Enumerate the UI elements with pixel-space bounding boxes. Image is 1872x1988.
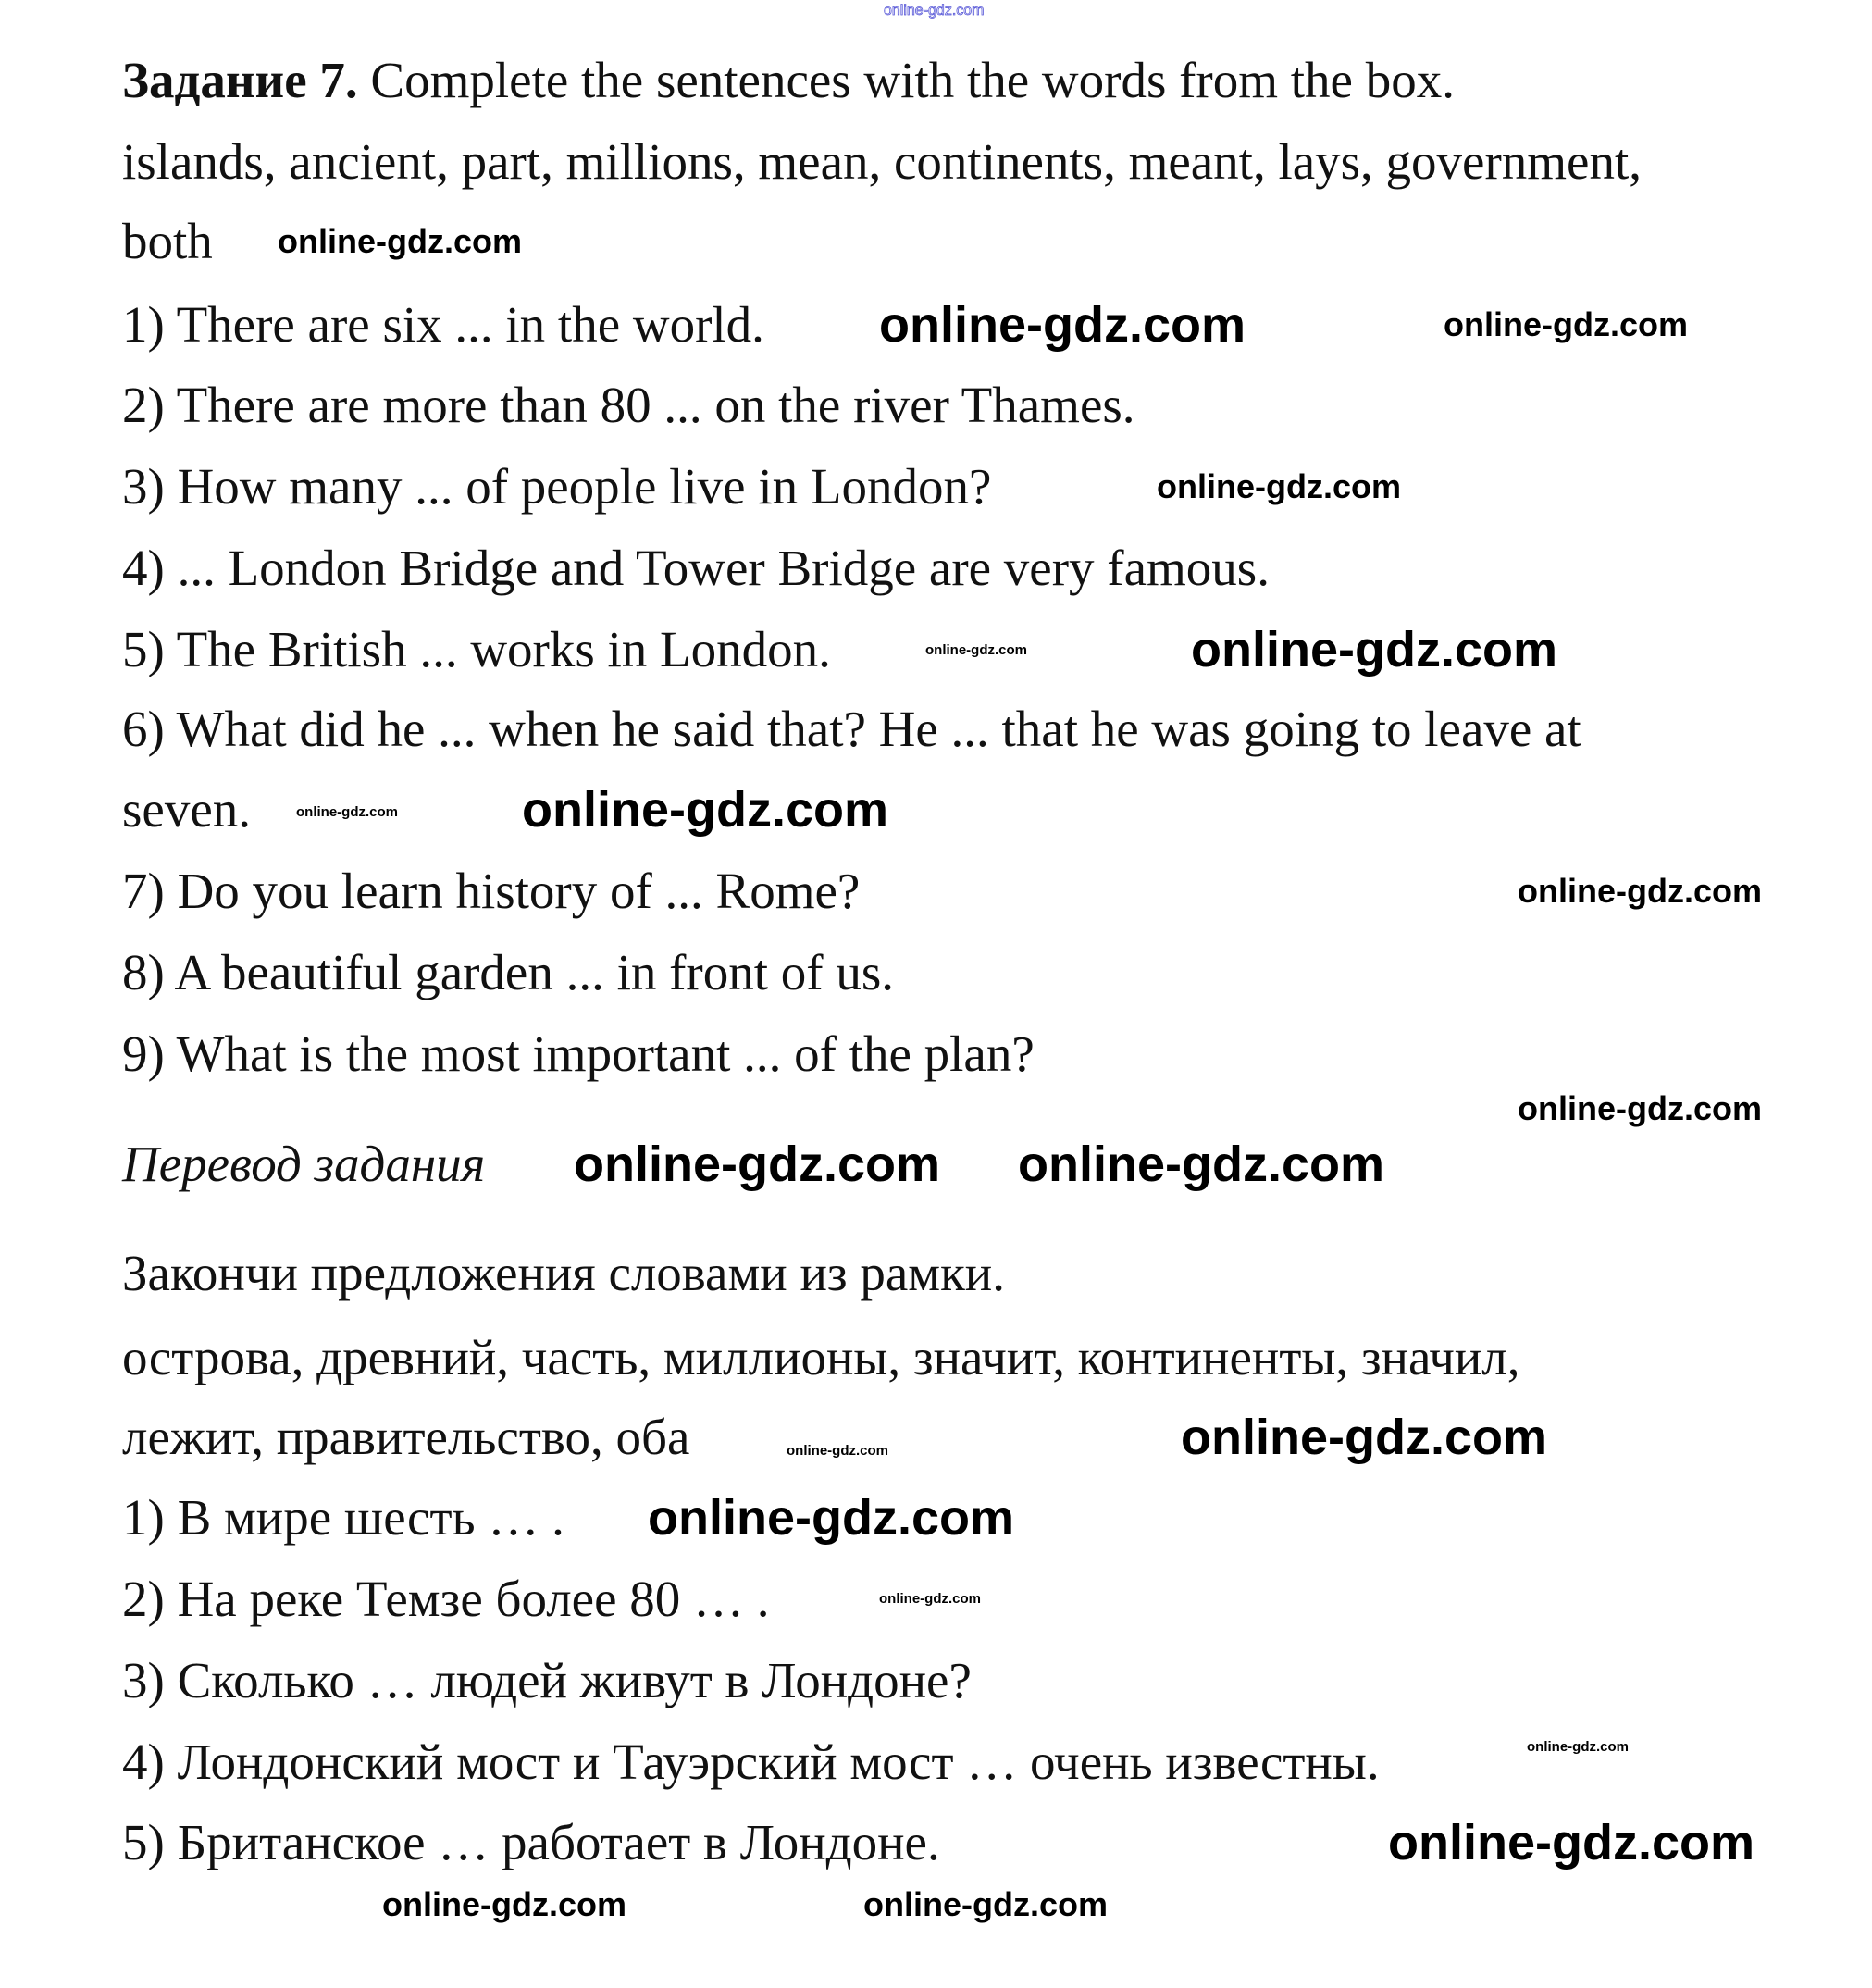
translation-sentence: 2) На реке Темзе более 80 … . xyxy=(122,1571,770,1627)
watermark: online-gdz.com xyxy=(1191,622,1557,677)
watermark: online-gdz.com xyxy=(1444,305,1688,343)
sentence: 4) ... London Bridge and Tower Bridge are very famous. xyxy=(122,540,1270,596)
translation-heading: Перевод задания xyxy=(122,1136,486,1192)
watermark: online-gdz.com xyxy=(296,804,398,820)
sentence: 3) How many ... of people live in London? xyxy=(122,458,992,515)
watermark: online-gdz.com xyxy=(1518,872,1762,910)
watermark: online-gdz.com xyxy=(1018,1137,1384,1192)
watermark: online-gdz.com xyxy=(648,1490,1014,1546)
watermark: online-gdz.com xyxy=(382,1885,626,1923)
word-box-line-1: islands, ancient, part, millions, mean, continents, meant, lays, government, xyxy=(122,133,1642,190)
sentence: 8) A beautiful garden ... in front of us. xyxy=(122,944,894,1000)
watermark: online-gdz.com xyxy=(884,3,985,19)
watermark: online-gdz.com xyxy=(879,1591,981,1607)
sentence: 2) There are more than 80 ... on the river Thames. xyxy=(122,377,1135,433)
watermark: online-gdz.com xyxy=(879,297,1246,353)
watermark: online-gdz.com xyxy=(787,1443,888,1459)
word-box-line-2: both xyxy=(122,213,213,269)
translation-words-line-2: лежит, правительство, оба xyxy=(122,1409,690,1465)
translation-instruction: Закончи предложения словами из рамки. xyxy=(122,1245,1005,1301)
watermark: online-gdz.com xyxy=(1518,1089,1762,1127)
sentence: 9) What is the most important ... of the plan? xyxy=(122,1025,1035,1082)
watermark: online-gdz.com xyxy=(925,642,1027,658)
sentence: 6) What did he ... when he said that? He ... that he was going to leave at xyxy=(122,701,1581,757)
watermark: online-gdz.com xyxy=(574,1137,940,1192)
task-instruction: Complete the sentences with the words from the box. xyxy=(357,52,1455,108)
translation-words-line-1: острова, древний, часть, миллионы, значит, континенты, значил, xyxy=(122,1329,1520,1385)
translation-sentence: 1) В мире шесть … . xyxy=(122,1489,564,1546)
task-title xyxy=(122,48,1455,113)
sentence: 5) The British ... works in London. xyxy=(122,621,831,677)
translation-sentence: 5) Британское … работает в Лондоне. xyxy=(122,1814,940,1870)
task-number: Задание 7. xyxy=(122,52,358,108)
translation-sentence: 4) Лондонский мост и Тауэрский мост … очень известны. xyxy=(122,1733,1380,1790)
watermark: online-gdz.com xyxy=(278,222,522,260)
watermark: online-gdz.com xyxy=(522,782,888,838)
watermark: online-gdz.com xyxy=(1388,1815,1754,1870)
watermark: online-gdz.com xyxy=(863,1885,1108,1923)
watermark: online-gdz.com xyxy=(1157,467,1401,505)
sentence: 7) Do you learn history of ... Rome? xyxy=(122,863,861,919)
translation-sentence: 3) Сколько … людей живут в Лондоне? xyxy=(122,1652,972,1708)
watermark: online-gdz.com xyxy=(1181,1410,1547,1465)
sentence: 1) There are six ... in the world. xyxy=(122,296,764,353)
sentence: seven. xyxy=(122,781,251,838)
watermark: online-gdz.com xyxy=(1527,1739,1629,1755)
